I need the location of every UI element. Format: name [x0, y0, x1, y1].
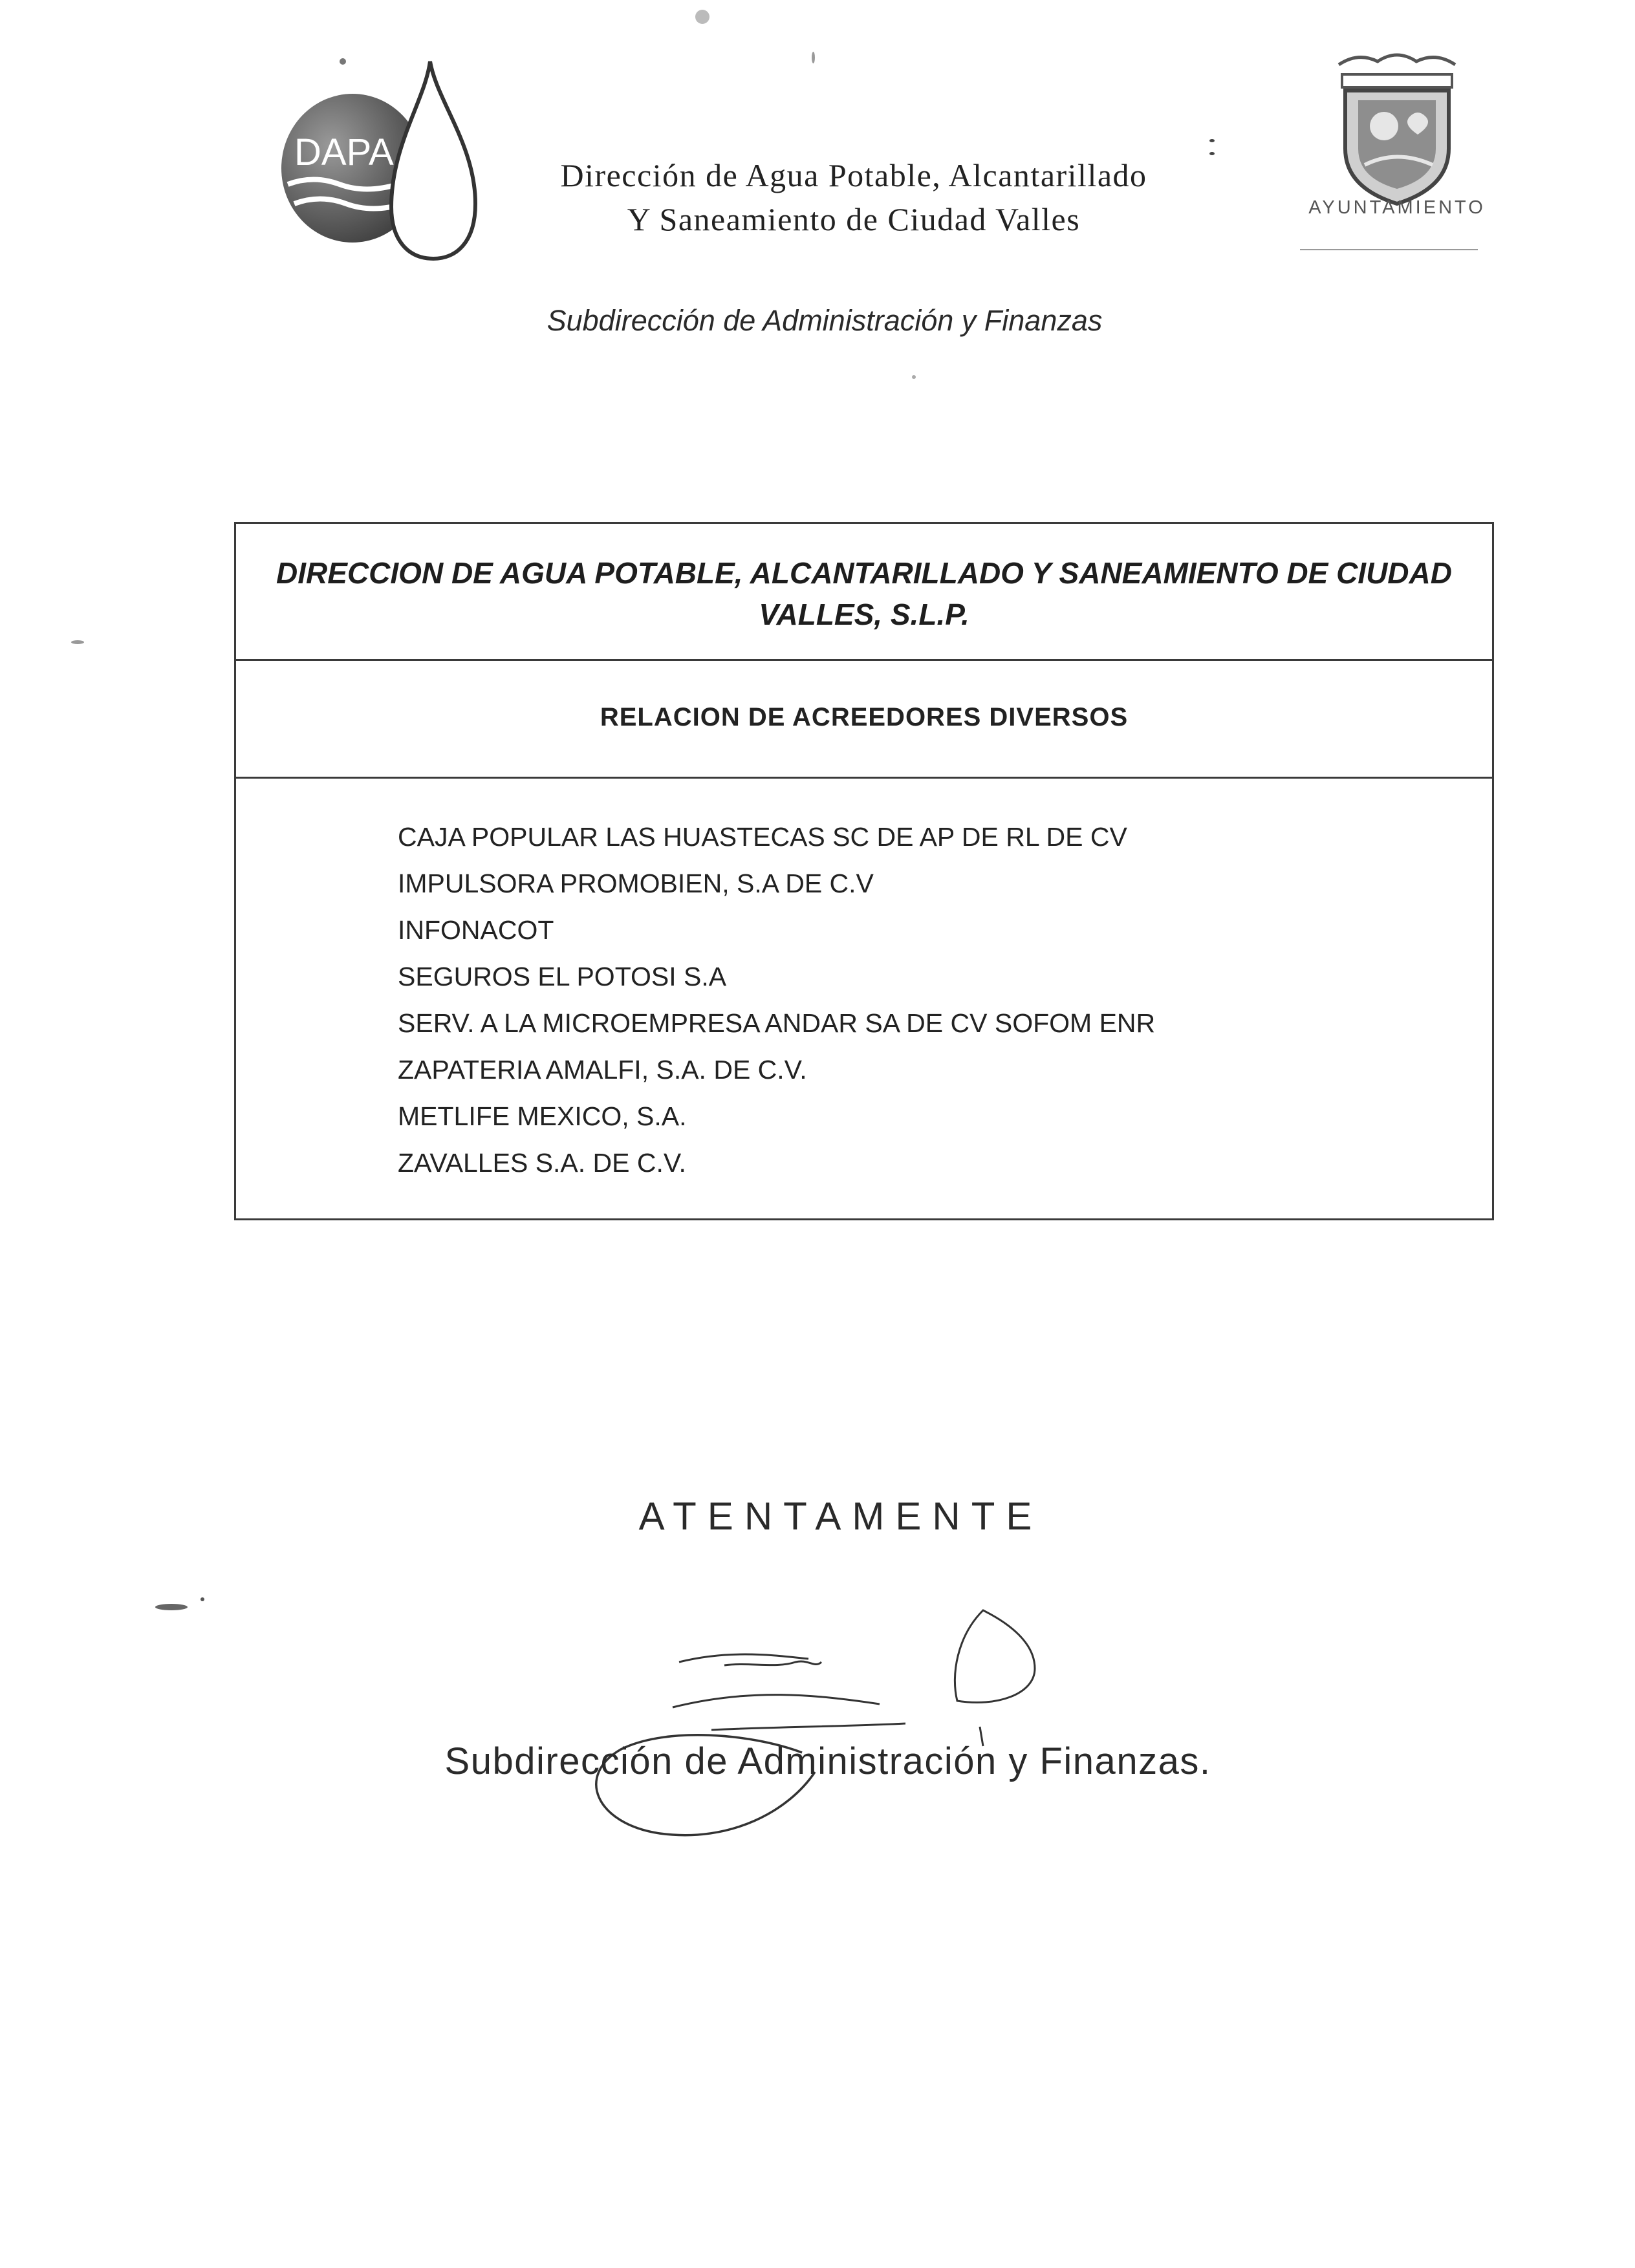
org-name-line1: Dirección de Agua Potable, Alcantarillado [560, 157, 1147, 193]
subdirection-heading: Subdirección de Administración y Finanzas [547, 304, 1103, 337]
list-item: SEGUROS EL POTOSI S.A [398, 962, 727, 991]
creditor-list [398, 814, 1155, 1186]
table-row-report [236, 661, 1492, 779]
list-item: SERV. A LA MICROEMPRESA ANDAR SA DE CV SOFOM ENR [398, 1008, 1156, 1038]
dapa-logo-text: DAPA [294, 131, 394, 173]
closing-salutation: ATENTAMENTE [638, 1495, 1043, 1538]
list-item: IMPULSORA PROMOBIEN, S.A DE C.V [398, 869, 874, 898]
list-item: ZAVALLES S.A. DE C.V. [398, 1148, 686, 1178]
list-item: INFONACOT [398, 915, 554, 945]
signatory-unit: Subdirección de Administración y Finanzas. [444, 1740, 1211, 1782]
creditors-table [234, 522, 1494, 1220]
list-item: ZAPATERIA AMALFI, S.A. DE C.V. [398, 1055, 807, 1085]
entity-title: DIRECCION DE AGUA POTABLE, ALCANTARILLADO Y SANEAMIENTO DE CIUDAD VALLES, S.L.P. [276, 556, 1452, 631]
org-name-line2: Y Saneamiento de Ciudad Valles [627, 201, 1081, 237]
list-item: METLIFE MEXICO, S.A. [398, 1101, 687, 1131]
dapa-logo [275, 55, 495, 262]
ayuntamiento-seal-icon [1319, 52, 1475, 207]
signature-icon [582, 1597, 1074, 1856]
report-title: RELACION DE ACREEDORES DIVERSOS [600, 703, 1129, 731]
table-row-entity [236, 524, 1492, 661]
ayuntamiento-label: AYUNTAMIENTO [1308, 197, 1486, 218]
list-item: CAJA POPULAR LAS HUASTECAS SC DE AP DE RL DE CV [398, 822, 1127, 852]
seal-divider [1300, 249, 1478, 250]
